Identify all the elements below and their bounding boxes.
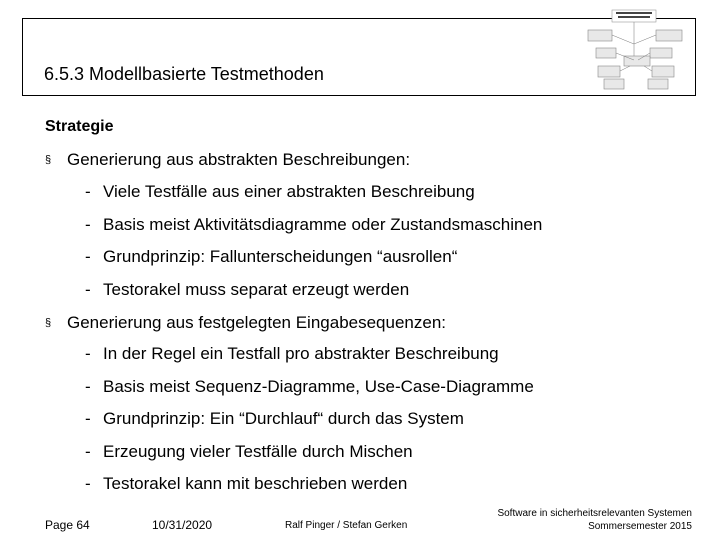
dash-icon: - xyxy=(85,409,91,428)
sub-item-text: Grundprinzip: Fallunterscheidungen “ausrollen“ xyxy=(103,247,458,266)
sub-item-text: Viele Testfälle aus einer abstrakten Beschreibung xyxy=(103,182,475,201)
sub-item xyxy=(85,215,542,235)
sub-item xyxy=(85,344,499,364)
page-number: Page 64 xyxy=(45,518,90,532)
sub-item-text: Basis meist Aktivitätsdiagramme oder Zustandsmaschinen xyxy=(103,215,543,234)
dash-icon: - xyxy=(85,474,91,493)
section-sign-icon: § xyxy=(45,154,52,166)
course-title: Software in sicherheitsrelevanten Systemen xyxy=(497,508,692,519)
sub-item-text: Testorakel muss separat erzeugt werden xyxy=(103,280,410,299)
slide-title: 6.5.3 Modellbasierte Testmethoden xyxy=(44,64,324,84)
dash-icon: - xyxy=(85,215,91,234)
sub-item xyxy=(85,280,409,300)
sub-item xyxy=(85,409,464,429)
section-sign-icon: § xyxy=(45,317,52,329)
bullet-item xyxy=(45,313,446,333)
bullet-label: Generierung aus abstrakten Beschreibungen: xyxy=(67,150,411,169)
bullet-item xyxy=(45,150,410,170)
sub-item xyxy=(85,474,407,494)
course-info xyxy=(497,507,692,533)
sub-item-text: Testorakel kann mit beschrieben werden xyxy=(103,474,408,493)
model-based-engineering-thumbnail-icon xyxy=(586,4,690,92)
sub-item-text: In der Regel ein Testfall pro abstrakter Beschreibung xyxy=(103,344,499,363)
sub-item-text: Grundprinzip: Ein “Durchlauf“ durch das System xyxy=(103,409,464,428)
sub-item-text: Basis meist Sequenz-Diagramme, Use-Case-Diagramme xyxy=(103,377,534,396)
dash-icon: - xyxy=(85,377,91,396)
dash-icon: - xyxy=(85,247,91,266)
sub-item xyxy=(85,182,475,202)
sub-item xyxy=(85,377,534,397)
section-heading: Strategie xyxy=(45,118,114,135)
sub-item-text: Erzeugung vieler Testfälle durch Mischen xyxy=(103,442,413,461)
sub-item xyxy=(85,442,413,462)
sub-item xyxy=(85,247,457,267)
authors: Ralf Pinger / Stefan Gerken xyxy=(285,520,408,531)
bullet-label: Generierung aus festgelegten Eingabesequenzen: xyxy=(67,313,447,332)
slide-date: 10/31/2020 xyxy=(152,518,213,532)
dash-icon: - xyxy=(85,182,91,201)
dash-icon: - xyxy=(85,344,91,363)
course-semester: Sommersemester 2015 xyxy=(588,521,692,532)
dash-icon: - xyxy=(85,442,91,461)
dash-icon: - xyxy=(85,280,91,299)
